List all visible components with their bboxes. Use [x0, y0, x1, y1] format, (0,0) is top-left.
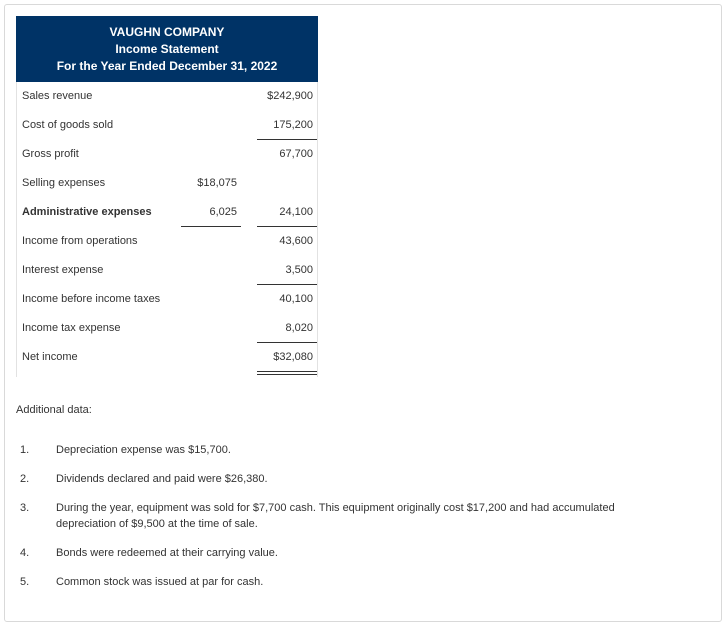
- row-amount: $32,080: [273, 351, 313, 363]
- notes-list: [20, 442, 680, 603]
- additional-data-title: Additional data:: [16, 404, 92, 416]
- list-item: [20, 500, 680, 532]
- row-subamount: 6,025: [209, 206, 237, 218]
- list-item: [20, 574, 680, 590]
- table-row: [17, 227, 317, 256]
- list-item: [20, 545, 680, 561]
- item-number: 1.: [20, 444, 30, 456]
- item-number: 3.: [20, 502, 30, 514]
- row-label: Income tax expense: [22, 322, 121, 334]
- row-label: Sales revenue: [22, 90, 93, 102]
- table-row: [17, 140, 317, 169]
- income-statement-table: [16, 82, 318, 377]
- statement-header: [16, 16, 318, 82]
- row-label: Gross profit: [22, 148, 79, 160]
- table-row: [17, 169, 317, 198]
- list-item: [20, 471, 680, 487]
- item-number: 5.: [20, 576, 30, 588]
- company-name: VAUGHN COMPANY: [109, 25, 225, 39]
- table-row: [17, 285, 317, 314]
- statement-period: For the Year Ended December 31, 2022: [56, 59, 278, 73]
- item-text: Common stock was issued at par for cash.: [56, 576, 264, 588]
- item-text: During the year, equipment was sold for $7,700 cash. This equipment originally cost $17,200 and had accumulated depreciation of $9,500 at the time of sale.: [56, 502, 615, 530]
- row-amount: $242,900: [267, 90, 313, 102]
- item-text: Dividends declared and paid were $26,380.: [56, 473, 268, 485]
- row-amount: 40,100: [279, 293, 313, 305]
- statement-title: Income Statement: [115, 42, 219, 56]
- row-amount: 43,600: [279, 235, 313, 247]
- table-row: [17, 343, 317, 377]
- row-label: Interest expense: [22, 264, 104, 276]
- row-label: Income from operations: [22, 235, 138, 247]
- table-row: [17, 198, 317, 227]
- item-number: 4.: [20, 547, 30, 559]
- table-row: [17, 111, 317, 140]
- table-row: [17, 256, 317, 285]
- row-label: Selling expenses: [22, 177, 106, 189]
- row-label: Administrative expenses: [22, 206, 152, 218]
- row-subamount: $18,075: [197, 177, 237, 189]
- item-text: Depreciation expense was $15,700.: [56, 444, 231, 456]
- table-row: [17, 314, 317, 343]
- double-underline: [257, 371, 317, 375]
- list-item: [20, 442, 680, 458]
- item-number: 2.: [20, 473, 30, 485]
- row-label: Cost of goods sold: [22, 119, 114, 131]
- row-amount: 67,700: [279, 148, 313, 160]
- row-label: Net income: [22, 351, 78, 363]
- row-label: Income before income taxes: [22, 293, 161, 305]
- row-amount: 8,020: [285, 322, 313, 334]
- row-amount: 175,200: [273, 119, 313, 131]
- row-amount: 24,100: [279, 206, 313, 218]
- row-amount: 3,500: [285, 264, 313, 276]
- item-text: Bonds were redeemed at their carrying value.: [56, 547, 278, 559]
- table-row: [17, 82, 317, 111]
